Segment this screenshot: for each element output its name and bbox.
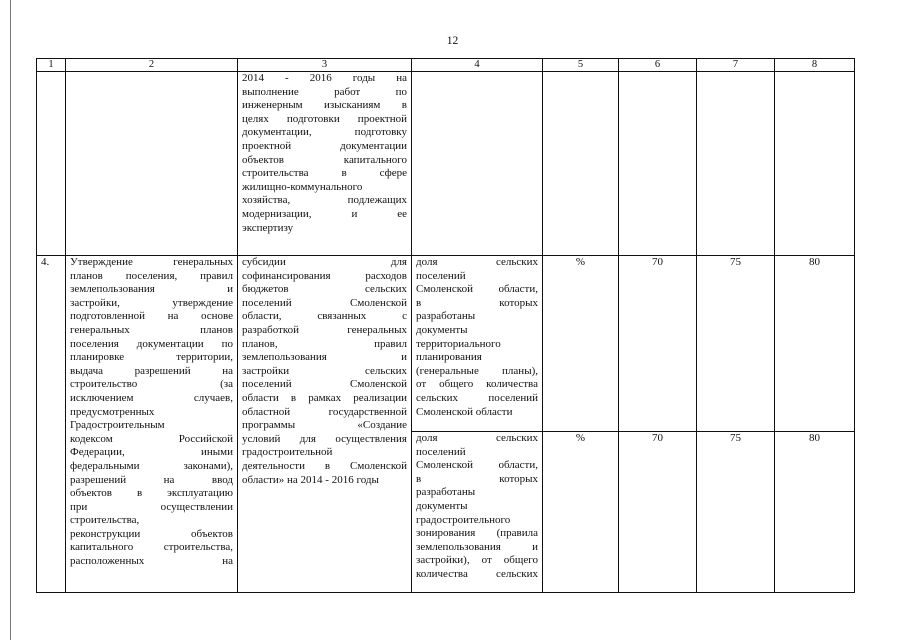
- cell-value: 80: [775, 256, 855, 432]
- cell-unit: [543, 72, 619, 256]
- text-line: Утверждение генеральных: [70, 256, 233, 268]
- text-line: планов поселения, правил: [70, 269, 233, 282]
- text-line: землепользования и: [242, 351, 407, 364]
- text-line: градостроительного: [416, 513, 511, 526]
- text-line: реконструкции объектов: [70, 527, 233, 540]
- text-line: землепользования и: [416, 540, 538, 553]
- cell-task: [66, 256, 238, 593]
- text-line: предусмотренных: [70, 405, 155, 418]
- table-header-row: [37, 59, 855, 72]
- table-row: [37, 72, 855, 256]
- text-line: бюджетов сельских: [242, 283, 407, 296]
- text-line: модернизации, и ее: [242, 207, 407, 220]
- column-header: 2: [66, 59, 238, 72]
- text-line: от общего количества: [416, 378, 538, 391]
- cell-value: [775, 72, 855, 256]
- page-number: 12: [446, 35, 459, 47]
- text-line: поселений Смоленской: [242, 378, 407, 391]
- cell-value: 80: [775, 432, 855, 593]
- column-header: 5: [543, 59, 619, 72]
- text-line: субсидии для: [242, 256, 407, 268]
- text-line: строительства в сфере: [242, 167, 407, 180]
- cell-value: 75: [697, 256, 775, 432]
- text-line: в которых: [416, 296, 538, 309]
- text-line: условий для осуществления: [242, 432, 407, 445]
- text-line: Смоленской области,: [416, 283, 538, 296]
- text-line: застройки сельских: [242, 364, 407, 377]
- cell-indicator: [412, 432, 543, 593]
- text-line: хозяйства, подлежащих: [242, 194, 407, 207]
- text-line: деятельности в Смоленской: [242, 459, 407, 472]
- text-line: планирования: [416, 351, 482, 364]
- text-line: Федерации, иными: [70, 446, 233, 459]
- text-line: разработкой генеральных: [242, 323, 407, 336]
- text-line: объектов в эксплуатацию: [70, 487, 233, 500]
- cell-unit: %: [543, 432, 619, 593]
- column-header: 3: [238, 59, 412, 72]
- cell-value: 70: [619, 256, 697, 432]
- column-header: 6: [619, 59, 697, 72]
- text-line: поселений: [416, 269, 466, 282]
- text-line: разрешений на ввод: [70, 473, 233, 486]
- text-line: экспертизу: [242, 221, 294, 234]
- cell-value: 70: [619, 432, 697, 593]
- cell-task: [66, 72, 238, 256]
- text-line: кодексом Российской: [70, 432, 233, 445]
- text-line: расположенных на: [70, 555, 233, 568]
- text-line: проектной документации: [242, 139, 407, 152]
- text-line: объектов капитального: [242, 153, 407, 166]
- column-header: 8: [775, 59, 855, 72]
- cell-unit: %: [543, 256, 619, 432]
- text-line: документы: [416, 323, 468, 336]
- text-line: в которых: [416, 472, 538, 485]
- text-line: Смоленской области: [416, 405, 513, 418]
- cell-number: [37, 72, 66, 256]
- text-line: документы: [416, 499, 468, 512]
- text-line: подготовленной на основе: [70, 310, 233, 323]
- text-line: капитального строительства,: [70, 541, 233, 554]
- document-table: [36, 58, 855, 593]
- text-line: поселений: [416, 445, 466, 458]
- text-line: планов, правил: [242, 337, 407, 350]
- text-line: программы «Создание: [242, 419, 407, 432]
- text-line: Смоленской области,: [416, 459, 538, 472]
- text-line: строительство (за: [70, 378, 233, 391]
- text-line: целях подготовки проектной: [242, 112, 407, 125]
- cell-indicator: [412, 72, 543, 256]
- text-line: поселений Смоленской: [242, 296, 407, 309]
- text-line: генеральных планов: [70, 323, 233, 336]
- text-line: области» на 2014 - 2016 годы: [242, 473, 379, 486]
- text-line: зонирования (правила: [416, 527, 538, 540]
- text-line: сельских поселений: [416, 391, 538, 404]
- cell-value: [697, 72, 775, 256]
- text-line: инженерным изысканиям в: [242, 99, 407, 112]
- text-line: при осуществлении: [70, 500, 233, 513]
- text-line: жилищно-коммунального: [242, 180, 363, 193]
- text-line: документации, подготовку: [242, 126, 407, 139]
- cell-number: 4.: [37, 256, 66, 593]
- text-line: разработаны: [416, 486, 476, 499]
- text-line: исключением случаев,: [70, 391, 233, 404]
- text-line: доля сельских: [416, 432, 538, 444]
- cell-value: 75: [697, 432, 775, 593]
- text-line: планировке территории,: [70, 351, 233, 364]
- text-line: выдача разрешений на: [70, 364, 233, 377]
- text-line: доля сельских: [416, 256, 538, 268]
- cell-indicator: [412, 256, 543, 432]
- column-header: 1: [37, 59, 66, 72]
- scan-edge-line: [10, 0, 11, 640]
- text-line: области, связанных с: [242, 310, 407, 323]
- text-line: выполнение работ по: [242, 85, 407, 98]
- text-line: территориального: [416, 337, 501, 350]
- text-line: области в рамках реализации: [242, 391, 407, 404]
- text-line: разработаны: [416, 310, 476, 323]
- text-line: (генеральные планы),: [416, 364, 538, 377]
- cell-measure: [238, 256, 412, 593]
- text-line: областной государственной: [242, 405, 407, 418]
- cell-value: [619, 72, 697, 256]
- text-line: Градостроительным: [70, 419, 165, 432]
- text-line: землепользования и: [70, 283, 233, 296]
- text-line: поселения документации по: [70, 337, 233, 350]
- column-header: 7: [697, 59, 775, 72]
- text-line: софинансирования расходов: [242, 269, 407, 282]
- text-line: 2014 - 2016 годы на: [242, 72, 407, 84]
- text-line: количества сельских: [416, 567, 538, 580]
- text-line: федеральными законами),: [70, 459, 233, 472]
- text-line: градостроительной: [242, 446, 333, 459]
- text-line: застройки, утверждение: [70, 296, 233, 309]
- column-header: 4: [412, 59, 543, 72]
- text-line: застройки), от общего: [416, 554, 538, 567]
- text-line: строительства,: [70, 514, 140, 527]
- table-row: [37, 256, 855, 432]
- cell-measure: [238, 72, 412, 256]
